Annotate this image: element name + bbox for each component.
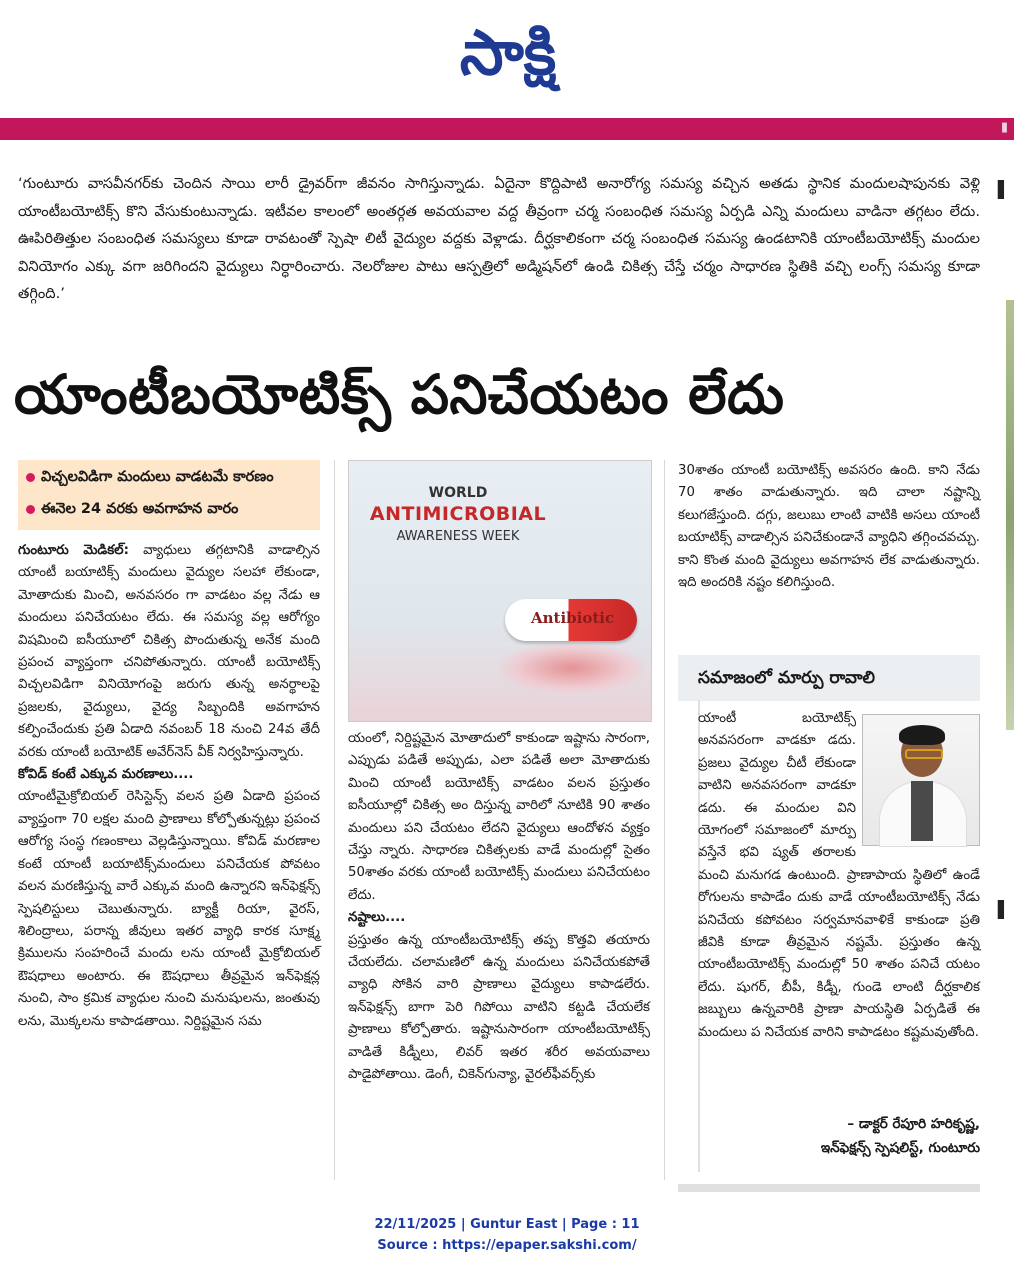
column-3 [678, 460, 980, 594]
column-1 [18, 540, 320, 1033]
sidebar-bottom-bar [678, 1184, 980, 1192]
column-2-para-1: యంలో, నిర్దిష్టమైన మోతాదులో కాకుండా ఇష్టాను సారంగా, ఎప్పుడు పడితే అప్పుడు, ఎలా పడితే అలా మోతాదుకు మించి యాంటీ బయోటిక్స్ వాడటం వలన ప్రస్తుతం ఐసీయూల్లో చికిత్స అం దిస్తున్న వారిలో నూటికి 90 శాతం మందులు పని చేయటం లేదని వైద్యులు ఆందోళన వ్యక్తం చేస్తు న్నారు. సాధారణ చికిత్సలకు వాడే మందుల్లో సైతం 50శాతం వరకు యాంటీ బయోటిక్స్ మందులు పనిచేయటం లేదు. [348, 731, 650, 903]
antibiotic-photo [348, 460, 652, 722]
photo-text-world: WORLD [428, 485, 488, 501]
column-1-para-1: వ్యాధులు తగ్గటానికి వాడాల్సిన యాంటీ బయాటిక్స్ మందులు వైద్యుల సలహా లేకుండా, మోతాదుకు మించి, అనవసరం గా వాడటం వల్ల నేడు ఆ మందులు పనిచేయటం లేదు. ఈ సమస్య వల్ల ఆరోగ్యం విషమించి ఐసీయూలో చికిత్స పొందుతున్న అనేక మంది ప్రపంచ వ్యాప్తంగా చనిపోతున్నారు. యాంటీ బయోటిక్స్ విచ్చలవిడిగా వినియోగంపై జరుగు తున్న అనర్థాలపై ప్రజలకు, వైద్యులు, వైద్య సిబ్బందికి అవగాహన కల్పించేందుకు ప్రతి ఏడాది నవంబర్ 18 నుంచి 24వ తేదీ వరకు యాంటీ బయోటిక్ అవేర్‌నెస్ వీక్ నిర్వహిస్తున్నారు. [18, 543, 320, 760]
headline: యాంటీబయోటిక్స్ పనిచేయటం లేదు [14, 363, 785, 426]
sidebar-title: సమాజంలో మార్పు రావాలి [678, 655, 980, 701]
byline-name: – డాక్టర్ రేపూరి హరికృష్ణ, [847, 1116, 980, 1132]
masthead-bar [0, 118, 1014, 140]
column-rule [334, 460, 335, 1180]
edge-glyph: ▌ [998, 180, 1011, 199]
photo-text-antimicrobial: ANTIMICROBIAL [369, 503, 547, 525]
highlight-item [18, 460, 320, 492]
adjacent-page-edge [996, 180, 1014, 1080]
sidebar-text: యాంటీ బయోటిక్స్ అనవసరంగా వాడకూ డదు. ప్రజలు వైద్యుల చీటీ లేకుండా వాటిని అనవసరంగా వాడకూ డదు. ఈ మందుల విని యోగంలో సమాజంలో మార్పు వస్తేనే భవి ష్యత్ తరాలకు మంచి మనుగడ ఉంటుంది. ప్రాణాపాయ స్థితిలో ఉండే రోగులను కాపాడేం దుకు వాడే యాంటీబయోటిక్స్ నేడు పనిచేయ కపోవటం సర్వమానవాళికే కాకుండా ప్రతి జీవికి కూడా తీవ్రమైన నష్టమే. ప్రస్తుతం ఉన్న యాంటీబయోటిక్స్ మందుల్లో 50 శాతం పనిచే యటం లేదు. షుగర్, బీపీ, కిడ్నీ, గుండె లాంటి దీర్ఘకాలిక జబ్బులు ఉన్నవారికి ప్రాణా పాయస్థితి ఏర్పడితే ఈ మందులు ప నిచేయక వారిని కాపాడటం కష్టమవుతోంది. [698, 711, 980, 1040]
subheading: నష్టాలు.... [348, 910, 406, 926]
intro-paragraph: ‘గుంటూరు వాసవీనగర్‌కు చెందిన సాయి లారీ డ్రైవర్‌గా జీవనం సాగిస్తున్నాడు. ఏదైనా కొద్దిపాటి అనారోగ్య సమస్య వచ్చిన అతడు స్థానిక మందులషాపునకు వెళ్లి యాంటీబయోటిక్స్ కొని వేసుకుంటున్నాడు. ఇటీవల కాలంలో అంతర్గత అవయవాల వద్ద తీవ్రంగా చర్మ సంబంధిత సమస్య ఏర్పడి ఎన్ని మందులు వాడినా తగ్గటం లేదు. ఊపిరితిత్తుల సంబంధిత సమస్యలు కూడా రావటంతో స్పెషా లిటీ వైద్యుల వద్దకు వెళ్లాడు. దీర్ఘకాలికంగా చర్మ సంబంధిత సమస్య ఉండటానికి యాంటీబయోటిక్స్ మందుల వినియోగం ఎక్కు వగా జరిగిందని వైద్యులు నిర్ధారించారు. నెలరోజుల పాటు ఆస్పత్రిలో అడ్మిషన్‌లో ఉండి చికిత్స చేస్తే చర్మం సాధారణ స్థితికి వచ్చి లంగ్స్ సమస్య కూడా తగ్గింది.’ [18, 175, 980, 302]
edge-glyph: ▌ [998, 900, 1011, 919]
highlight-text: ఈనెల 24 వరకు అవగాహన వారం [41, 501, 239, 517]
column-1-para-2: యాంటీమైక్రోబియల్ రెసిస్టెన్స్ వలన ప్రతి ఏడాది ప్రపంచ వ్యాప్తంగా 70 లక్షల మంది ప్రాణాలు కోల్పోతున్నట్లు ప్రపంచ ఆరోగ్య సంస్థ గణంకాలు వెల్లడిస్తున్నాయి. కోవిడ్ మరణాల కంటే యాంటీ బయాటిక్స్‌మందులు పనిచేయక పోవటం వలన మరణిస్తున్న వారే ఎక్కువ మంది ఉన్నారని ఇన్‌ఫెక్షన్స్ స్పెషలిస్టులు చెబుతున్నారు. బ్యాక్టీ రియా, వైరస్, శిలింద్రాలు, పరాన్న జీవులు ఇతర వ్యాధి కారక సూక్ష్మ క్రిములను సంహరించే మందు లను యాంటీ మైక్రోబియల్ ఔషధాలు అంటారు. ఈ ఔషధాలు తీవ్రమైన ఇన్‌ఫెక్షన్ల నుంచి, సాం క్రమిక వ్యాధుల నుంచి మనుషులను, జంతువు లను, మొక్కలను కాపాడతాయి. నిర్దిష్టమైన సమ [18, 789, 320, 1029]
column-2 [348, 728, 650, 1087]
footer-edition: 22/11/2025 | Guntur East | Page : 11 [374, 1217, 640, 1232]
footer [0, 1214, 1014, 1256]
highlight-item [18, 492, 320, 524]
bar-edge-mark: ▮ [1000, 120, 1008, 135]
pill-capsule-icon [505, 599, 637, 641]
pill-reflection [499, 643, 644, 693]
masthead [0, 0, 1014, 118]
highlight-text: విచ్చలవిడిగా మందులు వాడటమే కారణం [41, 469, 274, 485]
column-rule [664, 460, 665, 1180]
byline-role: ఇన్‌ఫెక్షన్స్ స్పెషలిస్ట్, గుంటూరు [820, 1140, 980, 1156]
column-2-para-2: ప్రస్తుతం ఉన్న యాంటీబయోటిక్స్ తప్ప కొత్తవి తయారు చేయలేదు. చలామణిలో ఉన్న మందులు పనిచేయకపోతే వ్యాధి సోకిన వారి ప్రాణాలు వైద్యులు కాపాడలేరు. ఇన్‌ఫెక్షన్స్ బాగా పెరి గిపోయి వాటిని కట్టడి చేయలేక ప్రాణాలు కోల్పోతారు. ఇష్టానుసారంగా యాంటీబయోటిక్స్ వాడితే కిడ్నీలు, లివర్ ఇతర శరీర అవయవాలు పాడైపోతాయి. డెంగీ, చికెన్‌గున్యా, వైరల్‌ఫీవర్స్‌కు [348, 932, 650, 1083]
logo-text: సాక్షి [459, 16, 557, 89]
pill-label: Antibiotic [531, 609, 615, 627]
sakshi-logo [418, 8, 598, 98]
bullet-icon [26, 505, 35, 514]
footer-source-link[interactable]: Source : https://epaper.sakshi.com/ [377, 1238, 637, 1253]
photo-text-awareness-week: AWARENESS WEEK [396, 529, 520, 544]
byline [698, 1112, 980, 1160]
adjacent-photo-strip [1006, 300, 1014, 730]
highlights-box [18, 460, 320, 530]
dateline: గుంటూరు మెడికల్: [18, 543, 129, 558]
sidebar-body [698, 708, 980, 1044]
subheading: కోవిడ్ కంటే ఎక్కువ మరణాలు.... [18, 767, 194, 783]
bullet-icon [26, 473, 35, 482]
column-3-para-1: 30శాతం యాంటీ బయోటిక్స్ అవసరం ఉంది. కాని నేడు 70 శాతం వాడుతున్నారు. ఇది చాలా నష్టాన్ని కలుగజేస్తుంది. దగ్గు, జలుబు లాంటి వాటికి అసలు యాంటీ బయాటిక్స్ వాడాల్సిన పనిచేకుండానే వ్యాధిని తగ్గించవచ్చు. కాని కొంత మంది వైద్యులు అవగాహన లేక వాడుతున్నారు. ఇది అందరికి నష్టం కలిగిస్తుంది. [678, 463, 980, 591]
